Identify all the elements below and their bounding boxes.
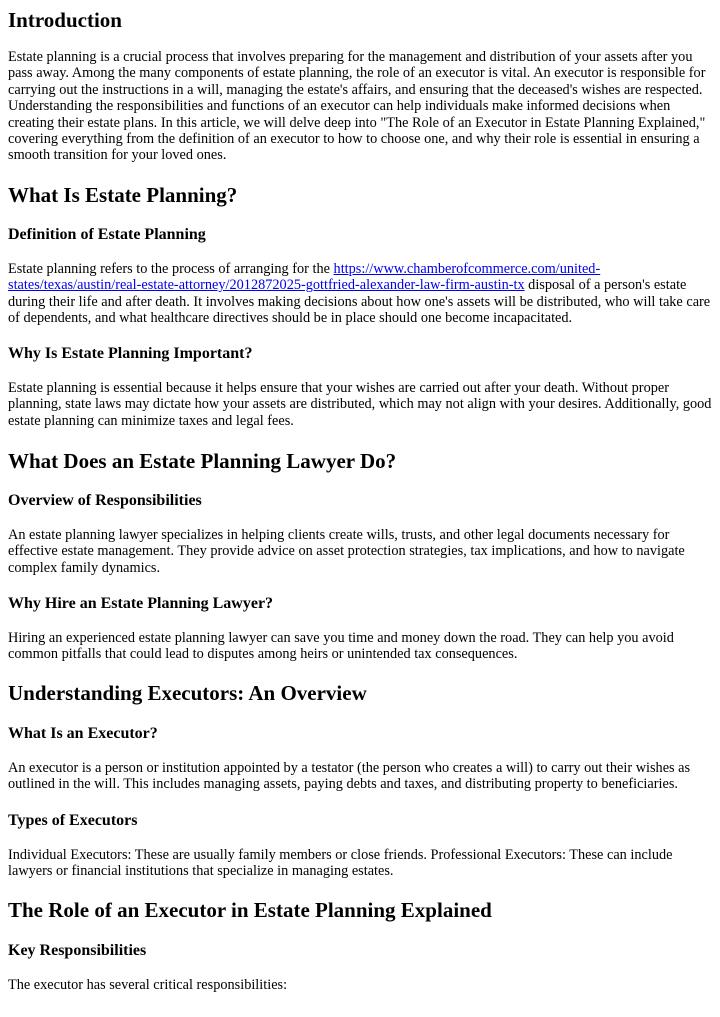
what-is-executor-paragraph: An executor is a person or institution appointed by a testator (the person who creates a will) to carry out their wishes as outlined in the will. This includes managing assets, paying debts and taxes, and distributing property to beneficiaries. [8,760,691,793]
definition-paragraph [8,261,714,327]
what-is-estate-planning-heading: What Is Estate Planning? [8,183,238,207]
key-responsibilities-paragraph: The executor has several critical responsibilities: [8,977,288,993]
why-estate-planning-heading: Why Is Estate Planning Important? [8,345,253,362]
types-of-executors-paragraph: Individual Executors: These are usually family members or close friends. Professional Executors: These can include lawyers or financial institutions that specialize in managing estates. [8,847,673,880]
hire-lawyer-paragraph: Hiring an experienced estate planning lawyer can save you time and money down the road. They can help you avoid common pitfalls that could lead to disputes among heirs or unintended tax consequences. [8,630,674,663]
lawyer-heading: What Does an Estate Planning Lawyer Do? [8,449,397,473]
chamber-of-commerce-link[interactable]: https://www.chamberofcommerce.com/united-states/texas/austin/real-estate-attorney/2012872025-gottfried-alexander-law-firm-austin-tx [8,261,601,294]
why-estate-planning-paragraph: Estate planning is essential because it helps ensure that your wishes are carried out after your death. Without proper planning, state laws may dictate how your assets are distributed, which may not align with your desires. Additionally, good estate planning can minimize taxes and legal fees. [8,380,712,429]
key-responsibilities-heading: Key Responsibilities [8,942,147,959]
definition-text-before-link: Estate planning refers to the process of arranging for the [8,261,334,277]
overview-paragraph: An estate planning lawyer specializes in helping clients create wills, trusts, and other legal documents necessary for effective estate management. They provide advice on asset protection strategies, tax implications, and how to navigate complex family dynamics. [8,527,685,576]
definition-text-after-link: disposal of a person's estate during their life and after death. It involves making decisions about how one's assets will be distributed, who will take care of dependents, and what healthcare directives should be in place should one become incapacitated. [8,277,711,327]
intro-heading: Introduction [8,8,122,32]
types-of-executors-heading: Types of Executors [8,812,138,829]
overview-heading: Overview of Responsibilities [8,492,202,509]
hire-lawyer-heading: Why Hire an Estate Planning Lawyer? [8,595,274,612]
intro-paragraph: Estate planning is a crucial process that involves preparing for the management and distribution of your assets after you pass away. Among the many components of estate planning, the role of an executor is vital. An executor is responsible for carrying out the instructions in a will, managing the estate's affairs, and ensuring that the deceased's wishes are respected. Understanding the responsibilities and functions of an executor can help individuals make informed decisions when creating their estate plans. In this article, we will delve deep into "The Role of an Executor in Estate Planning Explained," covering everything from the definition of an executor to how to choose one, and why their role is essential in ensuring a smooth transition for your loved ones. [8,49,706,164]
what-is-executor-heading: What Is an Executor? [8,725,158,742]
definition-heading: Definition of Estate Planning [8,226,206,243]
executors-overview-heading: Understanding Executors: An Overview [8,681,367,705]
executor-role-heading: The Role of an Executor in Estate Planning Explained [8,898,492,922]
